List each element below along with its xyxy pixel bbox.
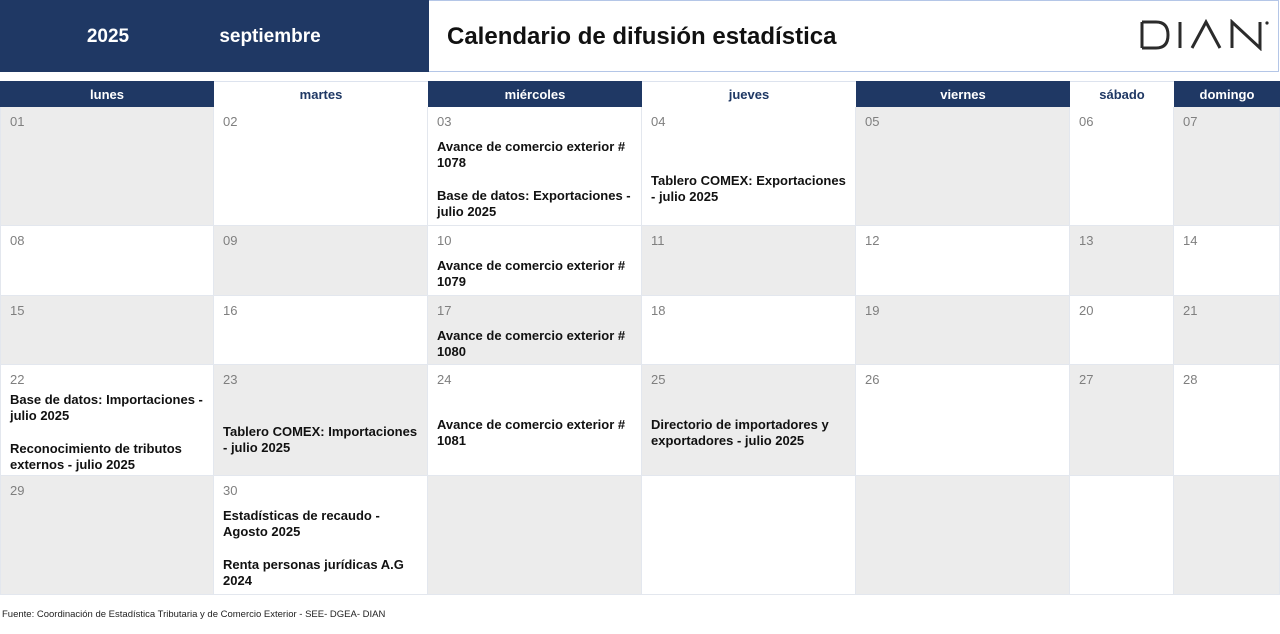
day-cell	[428, 365, 642, 476]
day-cell	[642, 107, 856, 226]
day-number: 11	[651, 233, 665, 248]
day-cell	[856, 365, 1070, 476]
calendar-header	[0, 0, 1278, 72]
day-number: 13	[1079, 233, 1094, 248]
day-number: 01	[10, 114, 25, 129]
day-cell	[1070, 226, 1174, 296]
day-number: 24	[437, 372, 452, 387]
calendar-event: Base de datos: Importaciones - julio 2025	[10, 392, 203, 423]
calendar-event: Directorio de importadores y exportadores - julio 2025	[651, 417, 829, 448]
day-number: 08	[10, 233, 25, 248]
day-number: 22	[10, 372, 25, 387]
day-number: 19	[865, 303, 880, 318]
day-number: 07	[1183, 114, 1198, 129]
day-cell	[214, 476, 428, 595]
day-cell	[0, 365, 214, 476]
day-number: 10	[437, 233, 452, 248]
day-cell	[0, 476, 214, 595]
day-number: 30	[223, 483, 238, 498]
day-number: 12	[865, 233, 880, 248]
weekday-header-1: martes	[214, 81, 428, 107]
day-cell	[856, 107, 1070, 226]
calendar-event: Reconocimiento de tributos externos - julio 2025	[10, 441, 182, 472]
day-number: 26	[865, 372, 880, 387]
day-number: 16	[223, 303, 238, 318]
day-cell	[214, 107, 428, 226]
day-number: 25	[651, 372, 666, 387]
header-year: 2025	[86, 26, 130, 47]
page-title: Calendario de difusión estadística	[447, 23, 837, 50]
day-number: 27	[1079, 372, 1094, 387]
day-cell	[214, 365, 428, 476]
day-cell	[214, 296, 428, 365]
day-cell	[428, 107, 642, 226]
day-number: 09	[223, 233, 238, 248]
calendar-event: Estadísticas de recaudo - Agosto 2025	[223, 508, 380, 539]
header-month: septiembre	[219, 26, 321, 47]
day-cell	[1174, 476, 1280, 595]
header-date-panel	[0, 0, 429, 72]
day-cell	[1070, 476, 1174, 595]
day-cell	[642, 476, 856, 595]
day-cell	[428, 476, 642, 595]
day-cell	[642, 226, 856, 296]
weekday-header-4: viernes	[856, 81, 1070, 107]
day-cell	[642, 296, 856, 365]
day-cell	[1070, 296, 1174, 365]
weekday-header-2: miércoles	[428, 81, 642, 107]
header-title-panel	[429, 0, 1279, 72]
weekday-header-6: domingo	[1174, 81, 1280, 107]
weekday-header-0: lunes	[0, 81, 214, 107]
day-cell	[1174, 365, 1280, 476]
source-footnote: Fuente: Coordinación de Estadística Tributaria y de Comercio Exterior - SEE- DGEA- DIAN	[2, 609, 386, 620]
day-number: 28	[1183, 372, 1198, 387]
day-number: 17	[437, 303, 452, 318]
calendar-event: Renta personas jurídicas A.G 2024	[223, 557, 404, 588]
calendar-event: Tablero COMEX: Exportaciones - julio 2025	[651, 173, 846, 204]
day-number: 03	[437, 114, 452, 129]
day-cell	[642, 365, 856, 476]
calendar-event: Avance de comercio exterior # 1080	[437, 328, 626, 359]
day-number: 15	[10, 303, 25, 318]
day-number: 18	[651, 303, 666, 318]
calendar-event: Avance de comercio exterior # 1078	[437, 139, 626, 170]
day-cell	[856, 226, 1070, 296]
day-cell	[1174, 296, 1280, 365]
day-cell	[0, 296, 214, 365]
weekday-header-5: sábado	[1070, 81, 1174, 107]
dian-logo	[1140, 19, 1270, 51]
day-cell	[428, 226, 642, 296]
day-number: 02	[223, 114, 238, 129]
day-cell	[1070, 365, 1174, 476]
day-number: 21	[1183, 303, 1198, 318]
day-number: 04	[651, 114, 666, 129]
day-cell	[428, 296, 642, 365]
day-number: 05	[865, 114, 880, 129]
calendar-event: Base de datos: Exportaciones - julio 2025	[437, 188, 631, 219]
day-cell	[856, 296, 1070, 365]
day-cell	[0, 107, 214, 226]
day-cell	[1070, 107, 1174, 226]
day-cell	[1174, 226, 1280, 296]
day-cell	[0, 226, 214, 296]
day-number: 14	[1183, 233, 1198, 248]
day-cell	[856, 476, 1070, 595]
calendar-event: Avance de comercio exterior # 1079	[437, 258, 626, 289]
day-cell	[214, 226, 428, 296]
day-number: 06	[1079, 114, 1094, 129]
weekday-header-3: jueves	[642, 81, 856, 107]
calendar-event: Avance de comercio exterior # 1081	[437, 417, 626, 448]
calendar-event: Tablero COMEX: Importaciones - julio 2025	[223, 424, 418, 455]
day-number: 23	[223, 372, 238, 387]
day-number: 29	[10, 483, 25, 498]
day-number: 20	[1079, 303, 1094, 318]
day-cell	[1174, 107, 1280, 226]
